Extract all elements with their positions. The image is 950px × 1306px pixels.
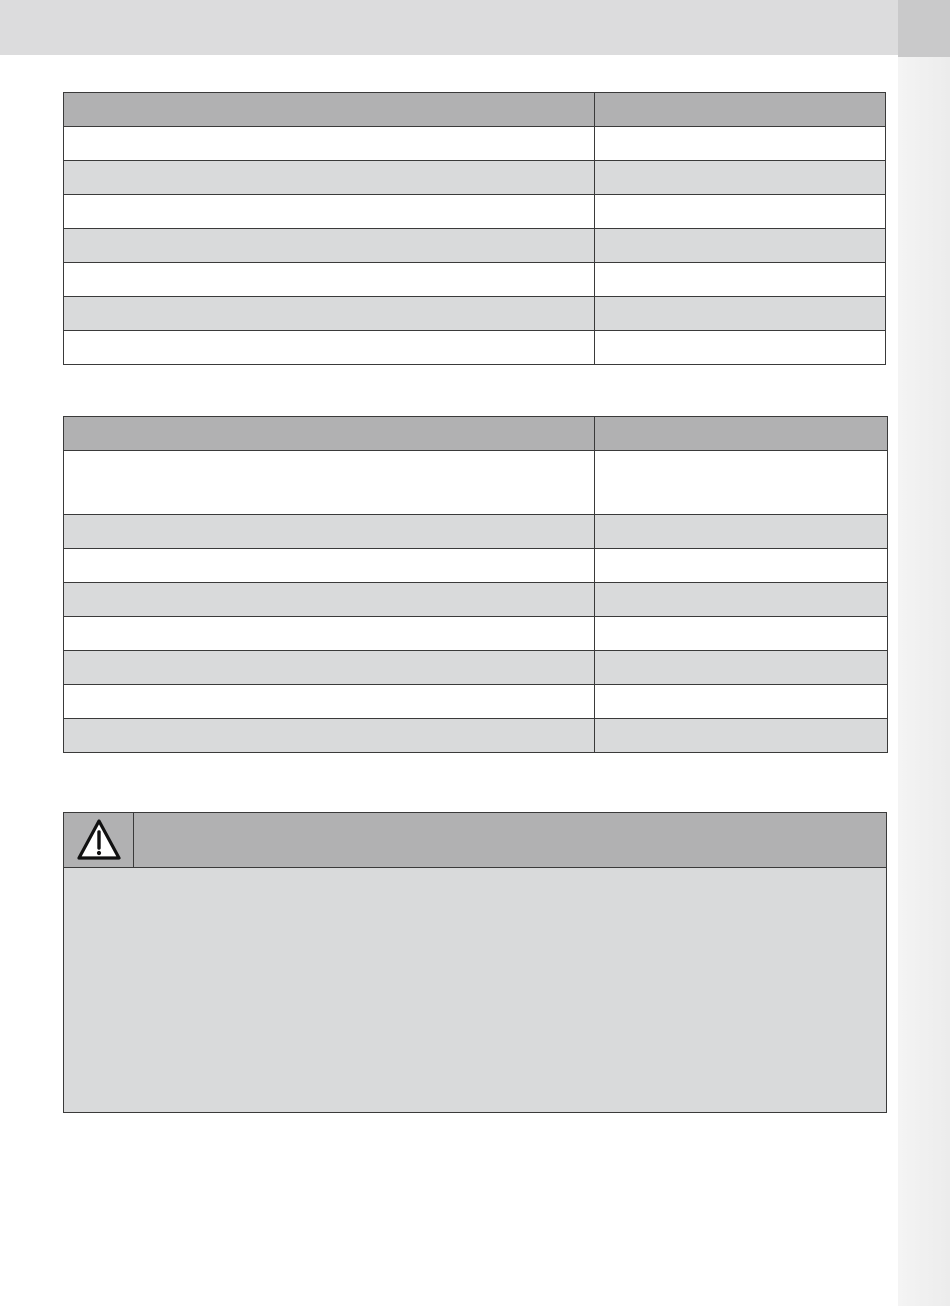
cell-parameter <box>64 161 595 195</box>
table-row <box>64 451 888 515</box>
cell-parameter <box>64 651 595 685</box>
cell-parameter <box>64 263 595 297</box>
table-row <box>64 161 886 195</box>
cell-value <box>594 719 887 753</box>
table-row <box>64 195 886 229</box>
table-row <box>64 549 888 583</box>
table-row <box>64 263 886 297</box>
header-cell-parameter <box>64 417 595 451</box>
cell-value <box>594 549 887 583</box>
table-row <box>64 297 886 331</box>
cell-value <box>594 515 887 549</box>
table-row <box>64 515 888 549</box>
chapter-tab <box>898 0 950 57</box>
cell-value <box>594 617 887 651</box>
table-row <box>64 685 888 719</box>
table-row <box>64 583 888 617</box>
cell-parameter <box>64 331 595 365</box>
spec-table-1 <box>63 92 886 365</box>
warning-icon-cell <box>64 813 134 867</box>
warning-triangle-icon <box>76 818 122 862</box>
page-header-band <box>0 0 898 55</box>
cell-value <box>594 651 887 685</box>
table-row <box>64 617 888 651</box>
header-cell-parameter <box>64 93 595 127</box>
cell-parameter <box>64 719 595 753</box>
table-header-row <box>64 93 886 127</box>
header-cell-value <box>594 417 887 451</box>
side-margin-strip <box>898 57 950 1306</box>
warning-header <box>64 813 886 868</box>
cell-parameter <box>64 451 595 515</box>
cell-value <box>594 263 885 297</box>
table-row <box>64 127 886 161</box>
table-row <box>64 331 886 365</box>
cell-value <box>594 297 885 331</box>
table-row <box>64 719 888 753</box>
spec-table-2 <box>63 416 888 753</box>
cell-parameter <box>64 195 595 229</box>
cell-parameter <box>64 549 595 583</box>
cell-value <box>594 331 885 365</box>
cell-parameter <box>64 229 595 263</box>
cell-parameter <box>64 127 595 161</box>
cell-value <box>594 195 885 229</box>
table-row <box>64 651 888 685</box>
cell-value <box>594 229 885 263</box>
cell-value <box>594 685 887 719</box>
cell-parameter <box>64 617 595 651</box>
cell-value <box>594 583 887 617</box>
cell-value <box>594 127 885 161</box>
table-header-row <box>64 417 888 451</box>
cell-value <box>594 451 887 515</box>
cell-parameter <box>64 685 595 719</box>
header-cell-value <box>594 93 885 127</box>
warning-box <box>63 812 887 1113</box>
cell-parameter <box>64 297 595 331</box>
table-row <box>64 229 886 263</box>
cell-value <box>594 161 885 195</box>
cell-parameter <box>64 515 595 549</box>
cell-parameter <box>64 583 595 617</box>
